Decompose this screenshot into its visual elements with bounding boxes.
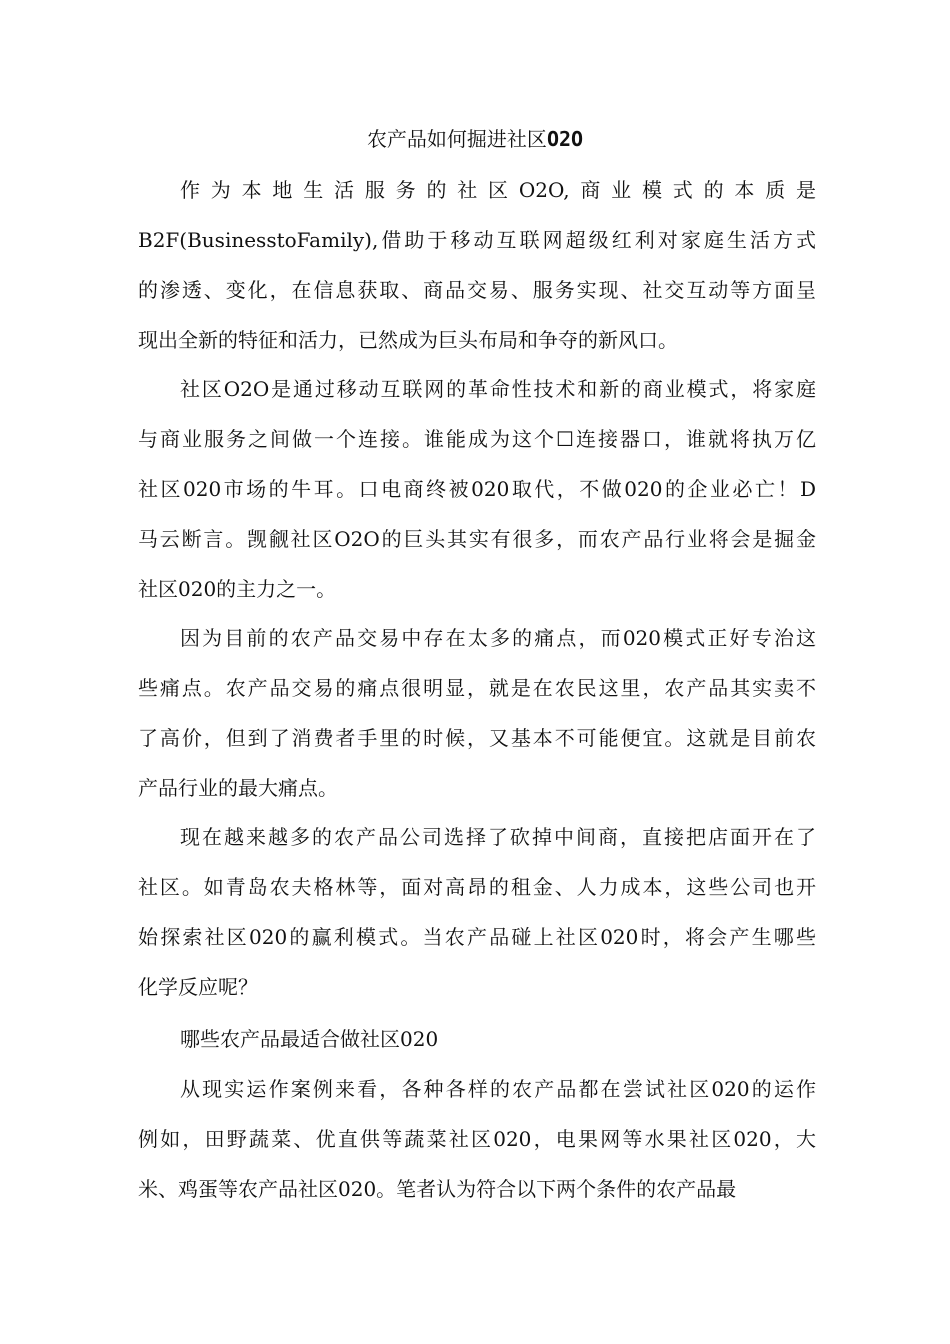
text-line: 社区O2O是通过移动互联网的革命性技术和新的商业模式，将家庭 <box>180 377 816 401</box>
title-text: 农产品如何掘进社区 <box>366 127 547 151</box>
text-line: 化学反应呢？ <box>138 975 258 999</box>
text-line: 的渗透、变化，在信息获取、商品交易、服务实现、社交互动等方面呈 <box>138 278 816 302</box>
text-line: 从现实运作案例来看，各种各样的农产品都在尝试社区020的运作 <box>180 1077 816 1101</box>
text-line: 社区。如青岛农夫格林等，面对高昂的租金、人力成本，这些公司也开 <box>138 875 816 899</box>
text-line: 社区020的主力之一。 <box>138 577 337 601</box>
text-line: 始探索社区020的赢利模式。当农产品碰上社区020时，将会产生哪些 <box>138 925 816 949</box>
text-line: 米、鸡蛋等农产品社区020。笔者认为符合以下两个条件的农产品最 <box>138 1177 737 1201</box>
text-line: 现出全新的特征和活力，已然成为巨头布局和争夺的新风口。 <box>138 328 678 352</box>
text-line: 与商业服务之间做一个连接。谁能成为这个☐连接器口，谁就将执万亿 <box>138 427 816 451</box>
text-line: 了高价，但到了消费者手里的时候，又基本不可能便宜。这就是目前农 <box>138 726 816 750</box>
title-suffix: O2O <box>546 127 584 151</box>
document-title <box>0 124 950 154</box>
text-line: 作为本地生活服务的社区O2O,商业模式的本质是 <box>180 178 816 202</box>
text-line: 因为目前的农产品交易中存在太多的痛点，而020模式正好专治这 <box>180 626 816 650</box>
text-line: 现在越来越多的农产品公司选择了砍掉中间商，直接把店面开在了 <box>180 825 816 849</box>
text-line: 例如，田野蔬菜、优直供等蔬菜社区020，电果网等水果社区020，大 <box>138 1127 816 1151</box>
text-line: 社区020市场的牛耳。口电商终被020取代，不做020的企业必亡！D <box>138 477 816 501</box>
text-line: 马云断言。觊觎社区O2O的巨头其实有很多，而农产品行业将会是掘金 <box>138 527 816 551</box>
text-line: 些痛点。农产品交易的痛点很明显，就是在农民这里，农产品其实卖不 <box>138 676 816 700</box>
text-line: 产品行业的最大痛点。 <box>138 776 338 800</box>
section-heading: 哪些农产品最适合做社区020 <box>180 1027 439 1051</box>
text-line: B2F(BusinesstoFamily),借助于移动互联网超级红利对家庭生活方式 <box>138 228 816 252</box>
